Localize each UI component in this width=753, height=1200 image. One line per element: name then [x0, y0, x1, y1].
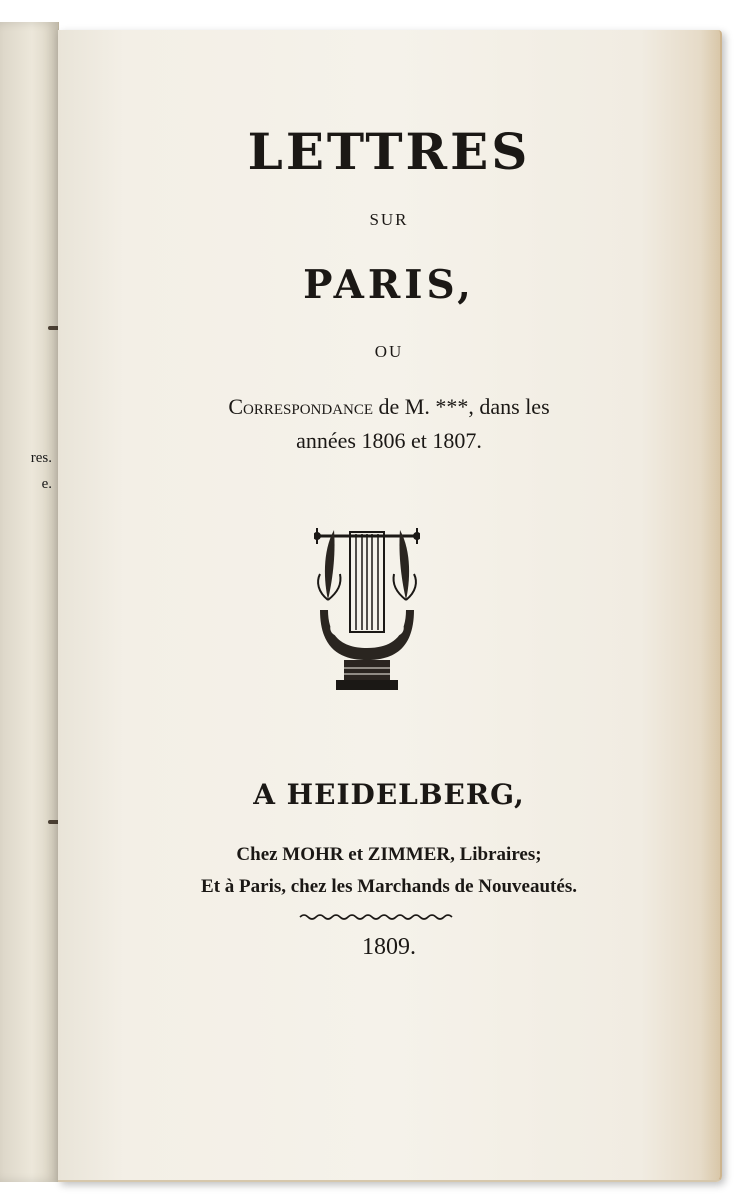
facing-page-text-fragment: e.	[41, 476, 52, 492]
title-connector-ou: OU	[374, 342, 404, 361]
facing-page	[0, 22, 59, 1182]
imprint-city: A HEIDELBERG,	[253, 778, 525, 811]
subtitle-prefix: Correspondance	[228, 394, 374, 419]
facing-page-text-fragment: res.	[30, 450, 52, 466]
title-page	[58, 30, 722, 1182]
book-main-title: PARIS,	[303, 262, 475, 308]
subtitle-dates: années 1806 et 1807.	[296, 428, 482, 453]
imprint-year: 1809.	[362, 934, 416, 960]
title-connector-sur: SUR	[369, 210, 409, 229]
subtitle-rest: de M. ***, dans les	[373, 394, 550, 419]
subtitle	[58, 394, 720, 420]
book-title: LETTRES	[247, 122, 531, 181]
imprint-seller: Et à Paris, chez les Marchands de Nouveautés.	[201, 876, 577, 897]
imprint-publisher: Chez MOHR et ZIMMER, Libraires;	[236, 844, 542, 865]
lyre-icon	[314, 522, 420, 702]
wavy-rule	[298, 912, 458, 922]
